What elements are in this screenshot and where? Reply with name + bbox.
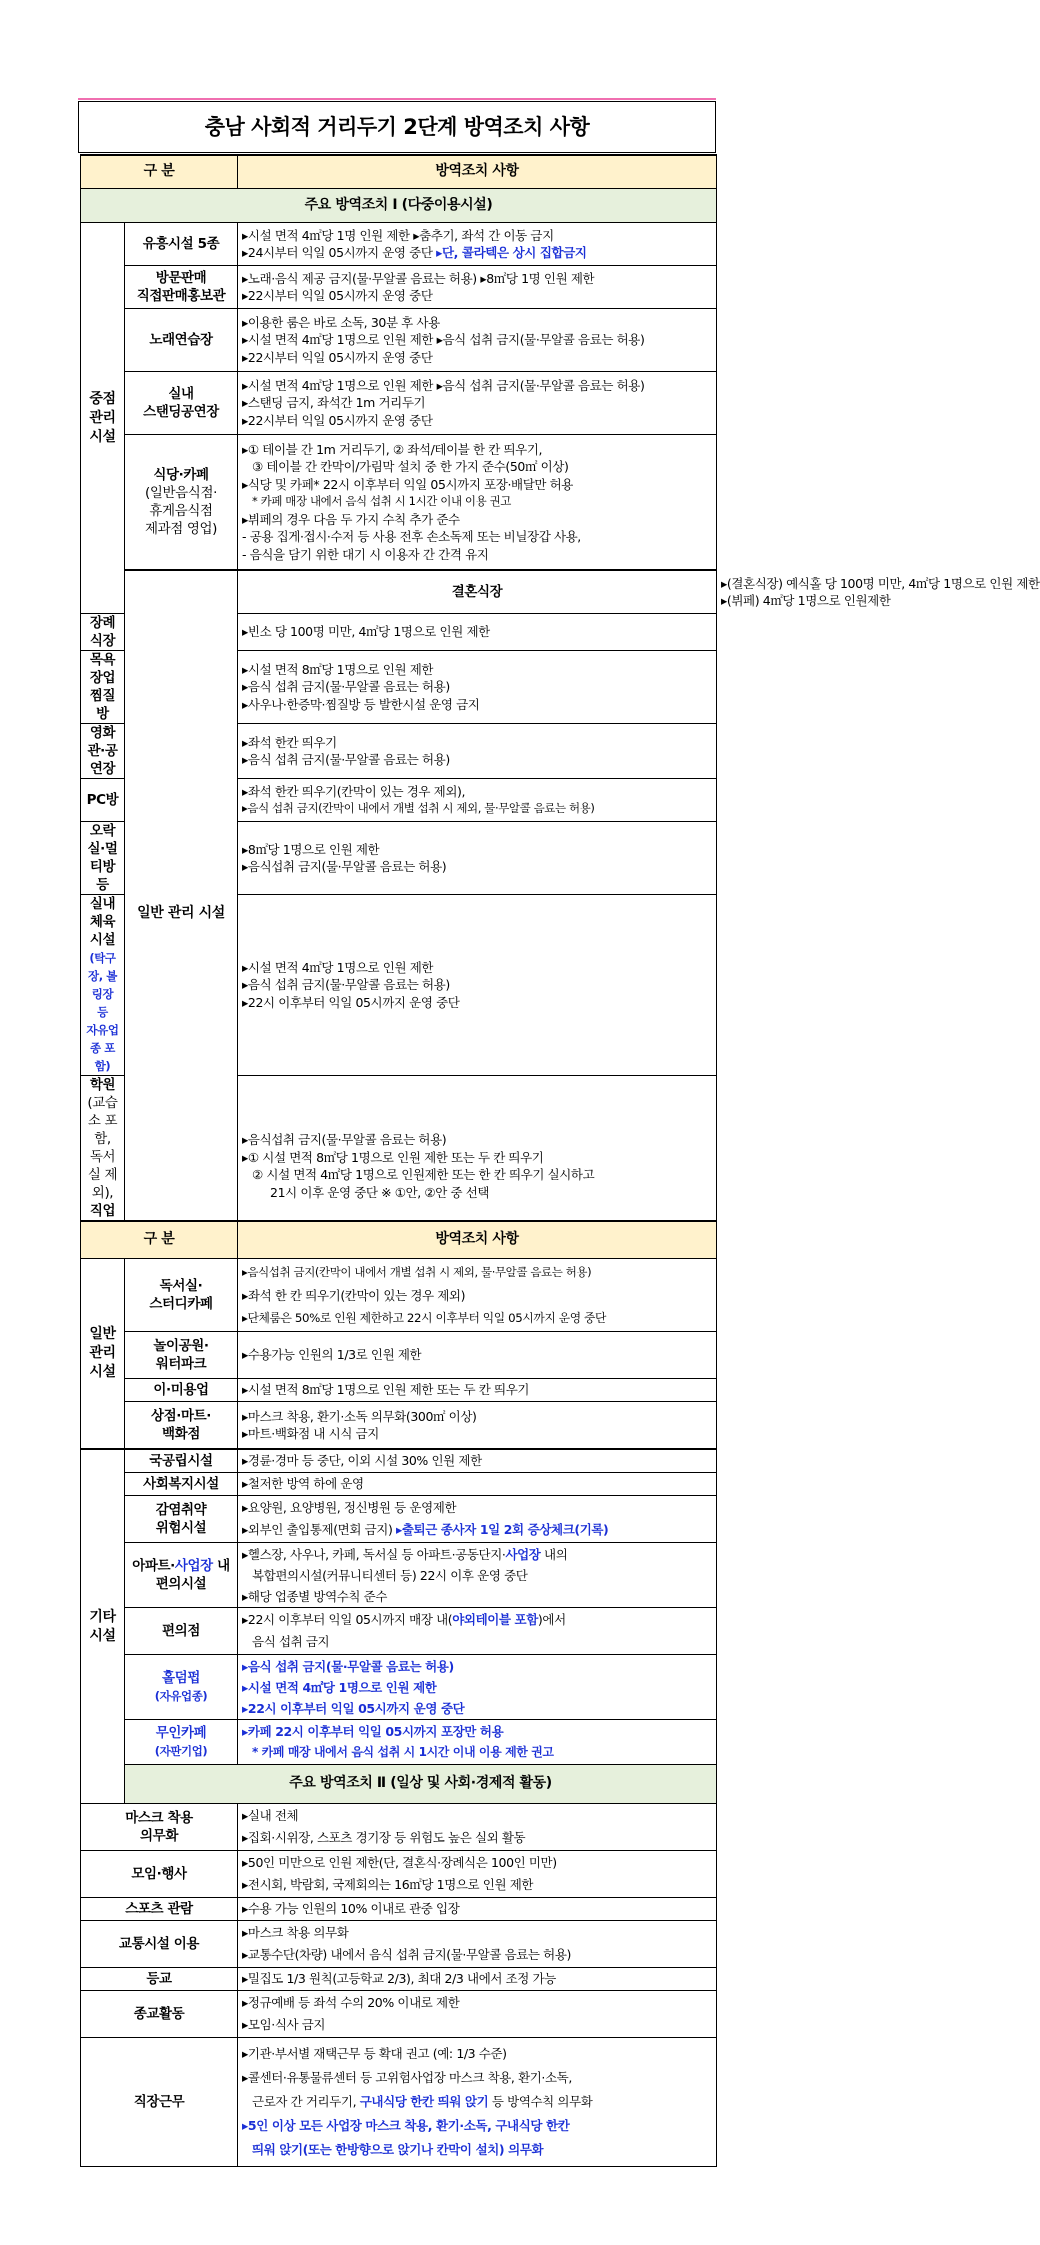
facility-name: [125, 435, 238, 571]
facility-name: 노래연습장: [125, 309, 238, 372]
table-row: [81, 1379, 717, 1402]
measure-text: )에서: [537, 1612, 566, 1627]
measure-cell: [238, 724, 717, 779]
page-title: 충남 사회적 거리두기 2단계 방역조치 사항: [78, 101, 716, 153]
facility-name-line: 위험시설: [155, 1520, 207, 1536]
table-header: [81, 1221, 717, 1259]
facility-name-line: 홀덤펍: [162, 1670, 200, 1686]
table-row: [81, 435, 717, 571]
measure-line: ▸음식섭취 금지(물·무알콜 음료는 허용): [242, 859, 447, 874]
facility-name-line: 독서실·: [159, 1278, 203, 1294]
table-row: [81, 1968, 717, 1991]
measure-cell: [238, 1543, 717, 1608]
section-header: [81, 189, 717, 223]
table-row: [81, 1608, 717, 1655]
table-row: [81, 1332, 717, 1379]
measure-line: ▸실내 전체: [242, 1808, 299, 1823]
facility-name-line: 워터파크: [155, 1356, 207, 1372]
highlight-text: 야외테이블 포함: [452, 1612, 538, 1627]
measure-text: 내의: [540, 1546, 568, 1562]
table-header: [81, 155, 717, 189]
measure-cell: [238, 1379, 717, 1402]
measure-line: ▸밀집도 1/3 원칙(고등학교 2/3), 최대 2/3 내에서 조정 가능: [242, 1971, 556, 1987]
table-row: [81, 1402, 717, 1450]
measure-line: [242, 1519, 712, 1541]
activity-name: 모임·행사: [81, 1851, 238, 1898]
table-row: [81, 1259, 717, 1332]
facility-name: [125, 1332, 238, 1379]
table-row: [81, 309, 717, 372]
measure-text: 근로자 간 거리두기,: [252, 2094, 360, 2109]
facility-name: 이·미용업: [125, 1379, 238, 1402]
facility-name: PC방: [81, 779, 125, 822]
table-row: [81, 1804, 717, 1851]
measure-line: ▸22시부터 익일 05시까지 운영 중단: [242, 412, 433, 428]
measure-cell: [238, 1402, 717, 1450]
facility-name-line: 휴게음식점: [149, 503, 213, 519]
measure-line: 띄워 앉기(또는 한방향으로 앉기나 칸막이 설치) 의무화: [252, 2142, 544, 2157]
facility-name: [125, 1259, 238, 1332]
measure-line: ▸이용한 룸은 바로 소독, 30분 후 사용: [242, 314, 440, 330]
measure-line: ▸수용가능 인원의 1/3로 인원 제한: [242, 1347, 422, 1363]
facility-name-line: 백화점: [162, 1426, 200, 1442]
header-category: 구 분: [81, 1221, 238, 1259]
table-row: [81, 223, 717, 266]
group-other: 기타 시설: [81, 1449, 125, 1804]
measure-line: ▸22시부터 익일 05시까지 운영 중단: [242, 288, 433, 303]
measure-line: ▸노래·음식 제공 금지(물·무알콜 음료는 허용) ▸8㎡당 1명 인원 제한: [242, 270, 595, 286]
facility-name: [125, 1496, 238, 1543]
table-row: [81, 1898, 717, 1921]
measure-line: [242, 1609, 712, 1631]
facility-name: 유흥시설 5종: [125, 223, 238, 266]
measure-cell: [238, 1991, 717, 2038]
facility-name: [125, 1655, 238, 1720]
activity-name: [81, 1804, 238, 1851]
facility-name-line: 학원: [89, 1077, 116, 1093]
facility-name: 국공립시설: [125, 1449, 238, 1473]
measure-line: ▸단체룸은 50%로 인원 제한하고 22시 이후부터 익일 05시까지 운영 중단: [242, 1310, 607, 1325]
facility-name-line: 실내 체육시설: [89, 896, 116, 948]
facility-name: [125, 1402, 238, 1450]
measure-line: [242, 2090, 712, 2114]
measure-line: ▸22시 이후부터 익일 05시까지 운영 중단: [242, 1700, 465, 1716]
measure-cell: [238, 822, 717, 895]
highlight-text: 사업장: [505, 1546, 541, 1562]
measure-cell: [238, 266, 717, 309]
table-row: [81, 1473, 717, 1496]
measure-cell: [238, 1332, 717, 1379]
measure-line: ▸① 테이블 간 1m 거리두기, ② 좌석/테이블 한 칸 띄우기,: [242, 441, 543, 457]
measure-cell: [238, 309, 717, 372]
table-row: 일반 관리 시설 결혼식장 ▸(결혼식장) 예식홀 당 100명 미만, 4㎡당 1명으로 인원 제한 ▸(뷔페) 4㎡당 1명으로 인원제한: [81, 570, 717, 614]
facility-name-line: 목욕장업: [89, 652, 116, 686]
table-row: [81, 1921, 717, 1968]
measure-cell: [238, 223, 717, 266]
group-general: 일반 관리 시설: [81, 1259, 125, 1450]
activity-name: 스포츠 관람: [81, 1898, 238, 1921]
section-header: [81, 1765, 717, 1804]
measure-line: ▸마스크 착용 의무화: [242, 1925, 349, 1940]
measure-line: ▸콜센터·유통물류센터 등 고위험사업장 마스크 착용, 환기·소독,: [242, 2070, 572, 2085]
measure-line: ▸음식 섭취 금지(물·무알콜 음료는 허용): [242, 1658, 454, 1674]
measure-line: ▸① 시설 면적 8㎡당 1명으로 인원 제한 또는 두 칸 띄우기: [242, 1149, 544, 1165]
measure-line: * 카페 매장 내에서 음식 섭취 시 1시간 이내 이용 권고: [252, 494, 512, 509]
facility-name-line: 독서실 제외),: [87, 1149, 118, 1201]
measure-line: ▸좌석 한 칸 띄우기(칸막이 있는 경우 제외): [242, 1287, 466, 1303]
facility-name-line: 상점·마트·: [150, 1408, 212, 1424]
facility-name-line: (자판기업): [154, 1744, 208, 1758]
measure-text: ▸외부인 출입통제(면회 금지): [242, 1522, 396, 1537]
measure-cell: [238, 435, 717, 571]
facility-name-line: 편의시설: [155, 1576, 207, 1592]
measure-line: ③ 테이블 간 칸막이/가림막 설치 중 한 가지 준수(50㎡ 이상): [252, 459, 569, 475]
highlight-text: 사업장: [174, 1558, 213, 1574]
measure-line: ▸마트·백화점 내 시식 금지: [242, 1426, 379, 1441]
measure-line: 복합편의시설(커뮤니티센터 등) 22시 이후 운영 중단: [252, 1567, 528, 1583]
measure-text: 등 방역수칙 의무화: [488, 2094, 593, 2109]
measure-cell: [238, 1259, 717, 1332]
facility-name-line: 스터디카페: [149, 1296, 213, 1312]
highlight-text: ▸단, 콜라텍은 상시 집합금지: [436, 245, 587, 260]
measure-line: 음식 섭취 금지: [252, 1634, 330, 1649]
facility-name-line: (탁구장, 볼링장 등: [88, 951, 117, 1019]
measure-cell: [238, 1968, 717, 1991]
group-general: 일반 관리 시설: [125, 570, 238, 1257]
table-row: [81, 2038, 717, 2167]
measure-line: ▸교통수단(차량) 내에서 음식 섭취 금지(물·무알콜 음료는 허용): [242, 1947, 572, 1962]
table-row: [81, 1655, 717, 1720]
highlight-text: 구내식당 한칸 띄워 앉기: [359, 2094, 489, 2109]
name-text: 아파트·: [132, 1558, 175, 1574]
activity-name: 종교활동: [81, 1991, 238, 2038]
title-top-rule: [78, 98, 716, 100]
activity-name: 직장근무: [81, 2038, 238, 2167]
measure-line: ▸시설 면적 4㎡당 1명으로 인원 제한: [242, 1679, 437, 1695]
measure-line: ▸음식 섭취 금지(물·무알콜 음료는 허용): [242, 679, 450, 695]
measure-line: ▸해당 업종별 방역수칙 준수: [242, 1588, 388, 1604]
header-category: 구 분: [81, 155, 238, 189]
measure-line: ▸음식섭취 금지(물·무알콜 음료는 허용): [242, 1132, 447, 1147]
facility-name-line: (자유업종): [154, 1689, 208, 1703]
facility-name: 장례식장: [81, 614, 125, 651]
table-row: [81, 1496, 717, 1543]
measure-cell: [238, 1655, 717, 1720]
measure-line: ▸음식 섭취 금지(칸막이 내에서 개별 섭취 시 제외, 물·무알콜 음료는 허용): [242, 801, 595, 815]
measure-line: [242, 1544, 712, 1565]
measure-cell: [238, 2038, 717, 2167]
measure-line: ▸식당 및 카페* 22시 이후부터 익일 05시까지 포장·배달만 허용: [242, 476, 573, 492]
facility-name-line: [129, 1557, 233, 1575]
facility-name: 편의점: [125, 1608, 238, 1655]
measure-line: ▸8㎡당 1명으로 인원 제한: [242, 841, 380, 857]
measure-line: ▸시설 면적 4㎡당 1명 인원 제한 ▸춤추기, 좌석 간 이동 금지: [242, 227, 554, 243]
measure-line: ▸전시회, 박람회, 국제회의는 16㎡당 1명으로 인원 제한: [242, 1877, 534, 1892]
facility-name-line: 감염취약: [155, 1502, 207, 1518]
activity-name-line: 의무화: [140, 1828, 178, 1844]
facility-name: 영화관·공연장: [81, 724, 125, 779]
measure-line: * 카페 매장 내에서 음식 섭취 시 1시간 이내 이용 제한 권고: [252, 1745, 554, 1759]
table-row: [81, 1449, 717, 1473]
measure-line: ▸정규예배 등 좌석 수의 20% 이내로 제한: [242, 1995, 460, 2010]
facility-name: [81, 651, 125, 724]
name-text: 내: [212, 1558, 230, 1574]
measure-line: ▸시설 면적 8㎡당 1명으로 인원 제한 또는 두 칸 띄우기: [242, 1382, 530, 1398]
measure-cell: [238, 1496, 717, 1543]
highlight-text: ▸출퇴근 종사자 1일 2회 증상체크(기록): [396, 1522, 609, 1537]
measure-line: ▸음식 섭취 금지(물·무알콜 음료는 허용): [242, 752, 450, 767]
table-row: [81, 1991, 717, 2038]
facility-name-line: 직접판매홍보관: [136, 288, 226, 304]
facility-name-line: (교습소 포함,: [87, 1095, 118, 1147]
measure-line: ▸모임·식사 금지: [242, 2017, 326, 2032]
measure-line: ▸철저한 방역 하에 운영: [242, 1476, 364, 1492]
facility-name-line: 직업: [89, 1203, 116, 1219]
measure-cell: [238, 1449, 717, 1473]
section-2-title: 주요 방역조치 Ⅱ (일상 및 사회·경제적 활동): [125, 1765, 717, 1804]
measure-line: ▸시설 면적 8㎡당 1명으로 인원 제한: [242, 661, 434, 677]
measure-cell: [238, 1720, 717, 1765]
header-measures: 방역조치 사항: [238, 155, 717, 189]
measure-cell: [238, 1921, 717, 1968]
group-key: 중점 관리 시설: [81, 223, 125, 614]
measure-cell: [238, 372, 717, 435]
measure-line: [242, 244, 712, 262]
measure-text: ▸헬스장, 사우나, 카페, 독서실 등 아파트·공동단지·: [242, 1546, 506, 1562]
facility-name: [125, 1543, 238, 1608]
facility-name-line: 스탠딩공연장: [143, 404, 219, 420]
measure-line: ▸시설 면적 4㎡당 1명으로 인원 제한: [242, 959, 434, 975]
table-row: [81, 372, 717, 435]
facility-name: [125, 372, 238, 435]
measure-cell: [238, 614, 717, 651]
facility-name: [81, 895, 125, 1076]
facility-name: 오락실·멀티방 등: [81, 822, 125, 895]
measure-line: ▸사우나·한증막·찜질방 등 발한시설 운영 금지: [242, 696, 480, 712]
measure-line: ▸22시 이후부터 익일 05시까지 운영 중단: [242, 994, 460, 1010]
measure-line: ▸요양원, 요양병원, 정신병원 등 운영제한: [242, 1500, 457, 1515]
measure-cell: [238, 1473, 717, 1496]
measure-line: ▸좌석 한칸 띄우기(칸막이 있는 경우 제외),: [242, 783, 466, 799]
facility-name-line: 식당·카페: [153, 467, 209, 483]
measure-line: ▸스탠딩 금지, 좌석간 1m 거리두기: [242, 395, 426, 411]
measure-cell: [238, 1851, 717, 1898]
measure-cell: [238, 1898, 717, 1921]
measure-line: ▸50인 미만으로 인원 제한(단, 결혼식·장례식은 100인 미만): [242, 1855, 557, 1870]
measure-line: ▸22시부터 익일 05시까지 운영 중단: [242, 349, 433, 365]
measure-line: ▸음식 섭취 금지(물·무알콜 음료는 허용): [242, 977, 450, 993]
facility-name-line: 실내: [168, 386, 194, 402]
measure-cell: [238, 895, 717, 1076]
facility-name-line: 자유업종 포함): [86, 1023, 119, 1073]
facility-name: 사회복지시설: [125, 1473, 238, 1496]
header-measures: 방역조치 사항: [238, 1221, 717, 1259]
measure-line: ▸카페 22시 이후부터 익일 05시까지 포장만 허용: [242, 1724, 504, 1739]
measure-line: - 공용 집게·접시·수저 등 사용 전후 손소독제 또는 비닐장갑 사용,: [242, 529, 581, 545]
measure-cell: [238, 651, 717, 724]
measure-line: ② 시설 면적 4㎡당 1명으로 인원제한 또는 한 칸 띄우기 실시하고: [252, 1167, 595, 1182]
measure-line: ▸좌석 한칸 띄우기: [242, 734, 337, 750]
facility-name-line: 놀이공원·: [153, 1338, 209, 1354]
measure-line: ▸5인 이상 모든 사업장 마스크 착용, 환기·소독, 구내식당 한칸: [242, 2118, 570, 2133]
measure-line: ▸집회·시위장, 스포츠 경기장 등 위험도 높은 실외 활동: [242, 1830, 526, 1845]
facility-name-line: 무인카페: [155, 1725, 207, 1741]
table-row: [81, 1720, 717, 1765]
facility-name-line: 방문판매: [155, 270, 207, 286]
measure-line: ▸빈소 당 100명 미만, 4㎡당 1명으로 인원 제한: [242, 624, 490, 640]
measure-line: ▸마스크 착용, 환기·소독 의무화(300㎡ 이상): [242, 1408, 477, 1424]
facility-name-line: 제과점 영업): [145, 521, 217, 537]
measure-line: ▸뷔페의 경우 다음 두 가지 수칙 추가 준수: [242, 511, 460, 527]
facility-name: 결혼식장: [238, 570, 717, 614]
table-row: [81, 266, 717, 309]
measures-table-2: [80, 1220, 717, 2167]
table-row: [81, 1543, 717, 1608]
measures-table-1: [80, 154, 1040, 1257]
measure-line: ▸경륜·경마 등 중단, 이외 시설 30% 인원 제한: [242, 1453, 482, 1469]
measure-line: ▸수용 가능 인원의 10% 이내로 관중 입장: [242, 1901, 460, 1917]
measure-cell: [238, 1804, 717, 1851]
facility-name: [125, 266, 238, 309]
facility-name-line: (일반음식점·: [145, 485, 217, 501]
measure-line: ▸시설 면적 4㎡당 1명으로 인원 제한 ▸음식 섭취 금지(물·무알콜 음료는 허용): [242, 332, 645, 348]
measure-line: ▸시설 면적 4㎡당 1명으로 인원 제한 ▸음식 섭취 금지(물·무알콜 음료는 허용): [242, 377, 645, 393]
facility-name: [125, 1720, 238, 1765]
measure-line: ▸기관·부서별 재택근무 등 확대 권고 (예: 1/3 수준): [242, 2046, 507, 2061]
measure-line: 21시 이후 운영 중단 ※ ①안, ②안 중 선택: [270, 1184, 490, 1200]
measure-text: ▸22시 이후부터 익일 05시까지 매장 내(: [242, 1612, 453, 1627]
table-row: [81, 1851, 717, 1898]
measure-cell: [238, 1608, 717, 1655]
measure-line: - 음식을 담기 위한 대기 시 이용자 간 간격 유지: [242, 546, 489, 562]
activity-name: 등교: [81, 1968, 238, 1991]
measure-text: ▸24시부터 익일 05시까지 운영 중단: [242, 245, 437, 260]
activity-name: 교통시설 이용: [81, 1921, 238, 1968]
activity-name-line: 마스크 착용: [125, 1810, 193, 1826]
section-1-title: 주요 방역조치 Ⅰ (다중이용시설): [81, 189, 717, 223]
measure-line: ▸음식섭취 금지(칸막이 내에서 개별 섭취 시 제외, 물·무알콜 음료는 허용): [242, 1264, 592, 1279]
measure-cell: [238, 779, 717, 822]
facility-name-line: 찜질방: [89, 688, 116, 722]
